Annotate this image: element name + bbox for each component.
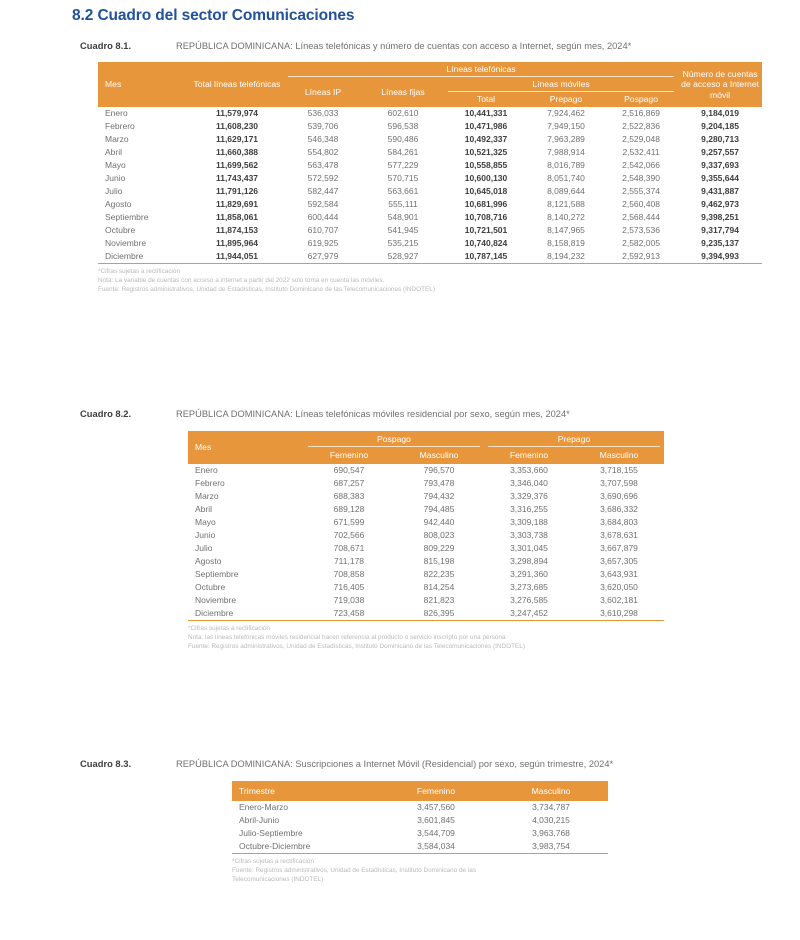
cell-mes: Julio	[195, 543, 213, 554]
cell-pospago-masculino: 794,432	[423, 491, 455, 502]
cell-masculino: 4,030,215	[532, 815, 570, 826]
table-row	[98, 133, 762, 146]
caption-label: Cuadro 8.3.	[80, 758, 132, 769]
header-group-pospago: Pospago	[304, 431, 484, 447]
cell-lineas-ip: 627,979	[284, 250, 362, 264]
table-row	[188, 529, 664, 542]
cell-lineas-ip: 619,925	[307, 238, 339, 249]
cell-mes: Enero	[105, 108, 128, 119]
cell-mes: Diciembre	[188, 607, 304, 621]
cell-lineas-fijas: 528,927	[362, 250, 444, 264]
cell-mes: Abril	[105, 147, 123, 158]
cell-movil-prepago: 8,140,272	[547, 212, 585, 223]
cell-lineas-fijas: 548,901	[387, 212, 419, 223]
cell-movil-total: 10,441,331	[464, 108, 508, 119]
cell-movil-prepago: 8,089,644	[547, 186, 585, 197]
cell-total-lineas: 11,608,230	[215, 121, 259, 132]
cell-movil-pospago: 2,529,048	[622, 134, 660, 145]
header-femenino: Femenino	[378, 781, 494, 801]
cell-cuentas-internet: 9,431,887	[701, 186, 739, 197]
cell-movil-total: 10,645,018	[464, 186, 508, 197]
header-prepago-masculino: Masculino	[574, 447, 664, 464]
cell-movil-prepago: 8,194,232	[528, 250, 604, 264]
cell-lineas-fijas: 541,945	[387, 225, 419, 236]
table-row	[98, 107, 762, 120]
header-row-top	[188, 431, 664, 447]
cell-pospago-masculino: 821,823	[423, 595, 455, 606]
cell-lineas-ip: 592,584	[307, 199, 339, 210]
table-8-1	[98, 62, 762, 264]
caption-8-2	[0, 408, 800, 419]
cell-pospago-femenino: 690,547	[333, 465, 365, 476]
cell-lineas-ip: 554,802	[307, 147, 339, 158]
cell-pospago-masculino: 808,023	[423, 530, 455, 541]
cell-total-lineas: 11,579,974	[215, 108, 259, 119]
cell-mes: Agosto	[195, 556, 222, 567]
header-masculino: Masculino	[494, 781, 608, 801]
cell-mes: Septiembre	[105, 212, 149, 223]
cell-movil-total: 10,721,501	[464, 225, 508, 236]
cell-prepago-femenino: 3,346,040	[510, 478, 548, 489]
note-line: Fuente: Registros administrativos, Unidad de Estadísticas, Instituto Dominicano de las Telecomunicaciones (INDOTEL)	[98, 286, 435, 294]
table-row	[188, 568, 664, 581]
cell-movil-total: 10,787,145	[444, 250, 528, 264]
table-row	[188, 542, 664, 555]
caption-8-3	[0, 758, 800, 769]
cell-lineas-ip: 539,706	[307, 121, 339, 132]
cell-mes: Febrero	[195, 478, 225, 489]
table-row	[188, 477, 664, 490]
cell-prepago-masculino: 3,718,155	[600, 465, 638, 476]
cell-mes: Diciembre	[98, 250, 190, 264]
cell-pospago-femenino: 688,383	[333, 491, 365, 502]
cell-pospago-masculino: 794,485	[423, 504, 455, 515]
cell-pospago-femenino: 711,178	[333, 556, 365, 567]
cell-movil-total: 10,600,130	[464, 173, 508, 184]
cell-mes: Octubre	[105, 225, 136, 236]
cell-cuentas-internet: 9,204,185	[701, 121, 739, 132]
table-row	[98, 237, 762, 250]
header-total-lineas: Total líneas telefónicas	[190, 62, 284, 107]
cell-movil-prepago: 8,051,740	[547, 173, 585, 184]
note-line: *Cifras sujetas a rectificación	[188, 625, 271, 632]
cell-mes: Mayo	[195, 517, 216, 528]
header-prepago-femenino: Femenino	[484, 447, 574, 464]
table-row	[232, 827, 608, 840]
cell-mes: Mayo	[105, 160, 126, 171]
cell-femenino: 3,544,709	[417, 828, 455, 839]
cell-prepago-masculino: 3,620,050	[600, 582, 638, 593]
notes-8-3	[232, 857, 602, 884]
cell-movil-prepago: 7,949,150	[547, 121, 585, 132]
cell-prepago-femenino: 3,353,660	[510, 465, 548, 476]
cell-pospago-masculino: 793,478	[423, 478, 455, 489]
cell-movil-total: 10,492,337	[464, 134, 508, 145]
cell-total-lineas: 11,699,562	[215, 160, 259, 171]
cell-pospago-femenino: 719,038	[333, 595, 365, 606]
cell-prepago-masculino: 3,678,631	[600, 530, 638, 541]
header-group-prepago: Prepago	[484, 431, 664, 447]
cell-pospago-femenino: 716,405	[333, 582, 365, 593]
table-block-8-2	[0, 408, 800, 651]
cell-prepago-femenino: 3,291,360	[510, 569, 548, 580]
cell-movil-pospago: 2,555,374	[622, 186, 660, 197]
cell-movil-pospago: 2,542,066	[622, 160, 660, 171]
table-8-2	[188, 431, 664, 621]
note-line: Nota: las líneas telefónicas móviles residencial hacen referencia al producto o servicio inscripto por una persona	[188, 634, 506, 642]
note-line: *Cifras sujetas a rectificación	[232, 858, 315, 865]
cell-total-lineas: 11,874,153	[215, 225, 259, 236]
cell-lineas-fijas: 535,215	[387, 238, 419, 249]
cell-pospago-femenino: 687,257	[333, 478, 365, 489]
header-cuentas-internet: Número de cuentas de acceso a Internet móvil	[678, 62, 762, 107]
header-group-lineas-moviles: Líneas móviles	[444, 77, 678, 92]
cell-pospago-masculino: 815,198	[423, 556, 455, 567]
cell-mes: Marzo	[105, 134, 129, 145]
cell-pospago-femenino: 708,858	[333, 569, 365, 580]
cell-movil-prepago: 8,121,588	[547, 199, 585, 210]
cell-mes: Agosto	[105, 199, 132, 210]
cell-mes: Junio	[105, 173, 126, 184]
caption-text: REPÚBLICA DOMINICANA: Líneas telefónicas móviles residencial por sexo, según mes, 2024*	[176, 409, 570, 419]
cell-movil-total: 10,681,996	[464, 199, 508, 210]
table-row	[232, 840, 608, 854]
cell-movil-pospago: 2,522,836	[622, 121, 660, 132]
table-row	[98, 146, 762, 159]
header-mes: Mes	[188, 431, 304, 464]
header-pospago-femenino: Femenino	[304, 447, 394, 464]
cell-movil-pospago: 2,548,390	[622, 173, 660, 184]
cell-lineas-fijas: 570,715	[387, 173, 419, 184]
cell-lineas-fijas: 555,111	[388, 199, 418, 210]
header-rule	[308, 446, 480, 447]
cell-prepago-femenino: 3,247,452	[484, 607, 574, 621]
cell-lineas-fijas: 602,610	[387, 108, 419, 119]
header-group-lineas-telefonicas: Líneas telefónicas	[284, 62, 678, 77]
notes-8-1	[98, 267, 800, 294]
cell-lineas-ip: 536,033	[307, 108, 339, 119]
table-8-1-body	[98, 107, 762, 264]
cell-lineas-fijas: 590,486	[387, 134, 419, 145]
cell-cuentas-internet: 9,257,557	[701, 147, 739, 158]
cell-pospago-masculino: 826,395	[394, 607, 484, 621]
cell-prepago-masculino: 3,657,305	[600, 556, 638, 567]
header-movil-pospago: Pospago	[604, 92, 678, 107]
cell-cuentas-internet: 9,184,019	[701, 108, 739, 119]
cell-lineas-ip: 600,444	[307, 212, 339, 223]
cell-prepago-masculino: 3,690,696	[600, 491, 638, 502]
cell-pospago-masculino: 822,235	[423, 569, 455, 580]
table-row	[232, 801, 608, 814]
table-row	[188, 516, 664, 529]
cell-prepago-femenino: 3,316,255	[510, 504, 548, 515]
cell-prepago-femenino: 3,309,188	[510, 517, 548, 528]
cell-mes: Septiembre	[195, 569, 239, 580]
cell-movil-prepago: 7,924,462	[547, 108, 585, 119]
table-row	[188, 581, 664, 594]
cell-prepago-femenino: 3,273,685	[510, 582, 548, 593]
table-row	[188, 490, 664, 503]
cell-lineas-ip: 582,447	[307, 186, 339, 197]
cell-movil-pospago: 2,582,005	[622, 238, 660, 249]
table-row	[188, 464, 664, 477]
table-row	[98, 224, 762, 237]
cell-total-lineas: 11,895,964	[215, 238, 259, 249]
cell-movil-pospago: 2,573,536	[622, 225, 660, 236]
cell-total-lineas: 11,944,051	[190, 250, 284, 264]
table-row	[188, 594, 664, 607]
cell-prepago-femenino: 3,298,894	[510, 556, 548, 567]
cell-pospago-masculino: 942,440	[423, 517, 455, 528]
cell-masculino: 3,963,768	[532, 828, 570, 839]
note-line: Fuente: Registros administrativos, Unidad de Estadísticas, Instituto Dominicano de las Telecomunicaciones (INDOTEL)	[188, 643, 525, 651]
cell-movil-prepago: 8,016,789	[547, 160, 585, 171]
table-block-8-1	[0, 40, 800, 294]
caption-label: Cuadro 8.1.	[80, 40, 132, 51]
cell-movil-pospago: 2,568,444	[622, 212, 660, 223]
note-line: *Cifras sujetas a rectificación	[98, 268, 181, 275]
cell-prepago-masculino: 3,707,598	[600, 478, 638, 489]
cell-femenino: 3,584,034	[378, 840, 494, 854]
cell-pospago-femenino: 702,566	[333, 530, 365, 541]
caption-text: REPÚBLICA DOMINICANA: Suscripciones a Internet Móvil (Residencial) por sexo, según trimestre, 2024*	[176, 759, 614, 769]
cell-prepago-masculino: 3,684,803	[600, 517, 638, 528]
caption-text: REPÚBLICA DOMINICANA: Líneas telefónicas y número de cuentas con acceso a Internet, según mes, 2024*	[176, 41, 632, 51]
cell-lineas-fijas: 584,261	[387, 147, 419, 158]
table-block-8-3	[0, 758, 800, 884]
cell-total-lineas: 11,629,171	[215, 134, 259, 145]
cell-mes: Noviembre	[105, 238, 147, 249]
cell-lineas-fijas: 596,538	[387, 121, 419, 132]
table-row	[98, 120, 762, 133]
cell-movil-total: 10,558,855	[464, 160, 508, 171]
header-lineas-ip: Líneas IP	[284, 77, 362, 107]
cell-cuentas-internet: 9,317,794	[701, 225, 739, 236]
notes-8-2	[188, 624, 638, 651]
cell-cuentas-internet: 9,337,693	[701, 160, 739, 171]
cell-pospago-masculino: 796,570	[423, 465, 455, 476]
cell-movil-prepago: 7,988,914	[547, 147, 585, 158]
table-row	[98, 250, 762, 264]
cell-movil-pospago: 2,592,913	[604, 250, 678, 264]
cell-mes: Junio	[195, 530, 216, 541]
header-movil-total: Total	[444, 92, 528, 107]
cell-prepago-femenino: 3,303,738	[510, 530, 548, 541]
cell-cuentas-internet: 9,235,137	[701, 238, 739, 249]
cell-masculino: 3,983,754	[494, 840, 608, 854]
cell-cuentas-internet: 9,394,993	[678, 250, 762, 264]
cell-prepago-femenino: 3,276,585	[510, 595, 548, 606]
table-8-2-body	[188, 464, 664, 621]
cell-prepago-masculino: 3,643,931	[600, 569, 638, 580]
cell-prepago-femenino: 3,329,376	[510, 491, 548, 502]
cell-cuentas-internet: 9,398,251	[701, 212, 739, 223]
cell-trimestre: Julio-Septiembre	[239, 828, 303, 839]
cell-mes: Abril	[195, 504, 213, 515]
table-row	[188, 503, 664, 516]
cell-prepago-masculino: 3,686,332	[600, 504, 638, 515]
cell-pospago-femenino: 708,671	[333, 543, 365, 554]
header-rule	[448, 91, 674, 92]
cell-trimestre: Octubre-Diciembre	[232, 840, 378, 854]
cell-movil-prepago: 7,963,289	[547, 134, 585, 145]
cell-pospago-masculino: 814,254	[423, 582, 455, 593]
cell-trimestre: Enero-Marzo	[239, 802, 289, 813]
cell-lineas-ip: 546,348	[307, 134, 339, 145]
cell-prepago-femenino: 3,301,045	[510, 543, 548, 554]
table-8-3	[232, 781, 608, 854]
cell-movil-total: 10,708,716	[464, 212, 508, 223]
cell-movil-pospago: 2,560,408	[622, 199, 660, 210]
caption-8-1	[0, 40, 800, 51]
page-title: 8.2 Cuadro del sector Comunicaciones	[72, 7, 355, 24]
table-row	[98, 185, 762, 198]
cell-lineas-ip: 610,707	[307, 225, 339, 236]
caption-label: Cuadro 8.2.	[80, 408, 132, 419]
note-line: Nota: La variable de cuentas con acceso a internet a partir del 2022 solo toma en cuenta las móviles.	[98, 277, 385, 285]
cell-femenino: 3,601,845	[417, 815, 455, 826]
cell-pospago-femenino: 689,128	[333, 504, 365, 515]
table-8-3-body	[232, 801, 608, 854]
cell-mes: Octubre	[195, 582, 226, 593]
cell-lineas-ip: 572,592	[307, 173, 339, 184]
cell-lineas-ip: 563,478	[307, 160, 339, 171]
header-row	[232, 781, 608, 801]
cell-masculino: 3,734,787	[532, 802, 570, 813]
table-row	[98, 159, 762, 172]
cell-movil-prepago: 8,158,819	[547, 238, 585, 249]
cell-mes: Julio	[105, 186, 123, 197]
cell-pospago-femenino: 671,599	[333, 517, 365, 528]
cell-femenino: 3,457,560	[417, 802, 455, 813]
cell-cuentas-internet: 9,462,973	[701, 199, 739, 210]
cell-mes: Noviembre	[195, 595, 237, 606]
cell-movil-pospago: 2,532,411	[622, 147, 660, 158]
cell-mes: Marzo	[195, 491, 219, 502]
cell-movil-total: 10,740,824	[464, 238, 508, 249]
cell-total-lineas: 11,660,388	[215, 147, 259, 158]
table-row	[232, 814, 608, 827]
cell-prepago-masculino: 3,602,181	[600, 595, 638, 606]
cell-lineas-fijas: 563,661	[387, 186, 419, 197]
cell-prepago-masculino: 3,667,879	[600, 543, 638, 554]
cell-trimestre: Abril-Junio	[239, 815, 280, 826]
cell-movil-prepago: 8,147,965	[547, 225, 585, 236]
cell-cuentas-internet: 9,355,644	[701, 173, 739, 184]
cell-prepago-masculino: 3,610,298	[574, 607, 664, 621]
cell-movil-total: 10,521,325	[464, 147, 508, 158]
header-row-top	[98, 62, 762, 77]
table-row	[98, 198, 762, 211]
table-row	[188, 555, 664, 568]
header-movil-prepago: Prepago	[528, 92, 604, 107]
note-line: Telecomunicaciones (INDOTEL)	[232, 876, 324, 884]
cell-total-lineas: 11,829,691	[215, 199, 259, 210]
cell-mes: Febrero	[105, 121, 135, 132]
header-rule	[488, 446, 660, 447]
cell-total-lineas: 11,858,061	[215, 212, 259, 223]
cell-total-lineas: 11,743,437	[215, 173, 259, 184]
cell-cuentas-internet: 9,280,713	[701, 134, 739, 145]
note-line: Fuente: Registros administrativos, Unidad de Estadísticas, Instituto Dominicano de las	[232, 867, 477, 875]
header-pospago-masculino: Masculino	[394, 447, 484, 464]
cell-pospago-femenino: 723,458	[304, 607, 394, 621]
cell-lineas-fijas: 577,229	[387, 160, 419, 171]
cell-movil-pospago: 2,516,869	[622, 108, 660, 119]
table-row	[98, 211, 762, 224]
cell-movil-total: 10,471,986	[464, 121, 508, 132]
header-trimestre: Trimestre	[232, 781, 378, 801]
header-mes: Mes	[98, 62, 190, 107]
table-row	[188, 607, 664, 621]
cell-total-lineas: 11,791,126	[215, 186, 259, 197]
cell-mes: Enero	[195, 465, 218, 476]
header-lineas-fijas: Líneas fijas	[362, 77, 444, 107]
cell-pospago-masculino: 809,229	[423, 543, 455, 554]
table-row	[98, 172, 762, 185]
